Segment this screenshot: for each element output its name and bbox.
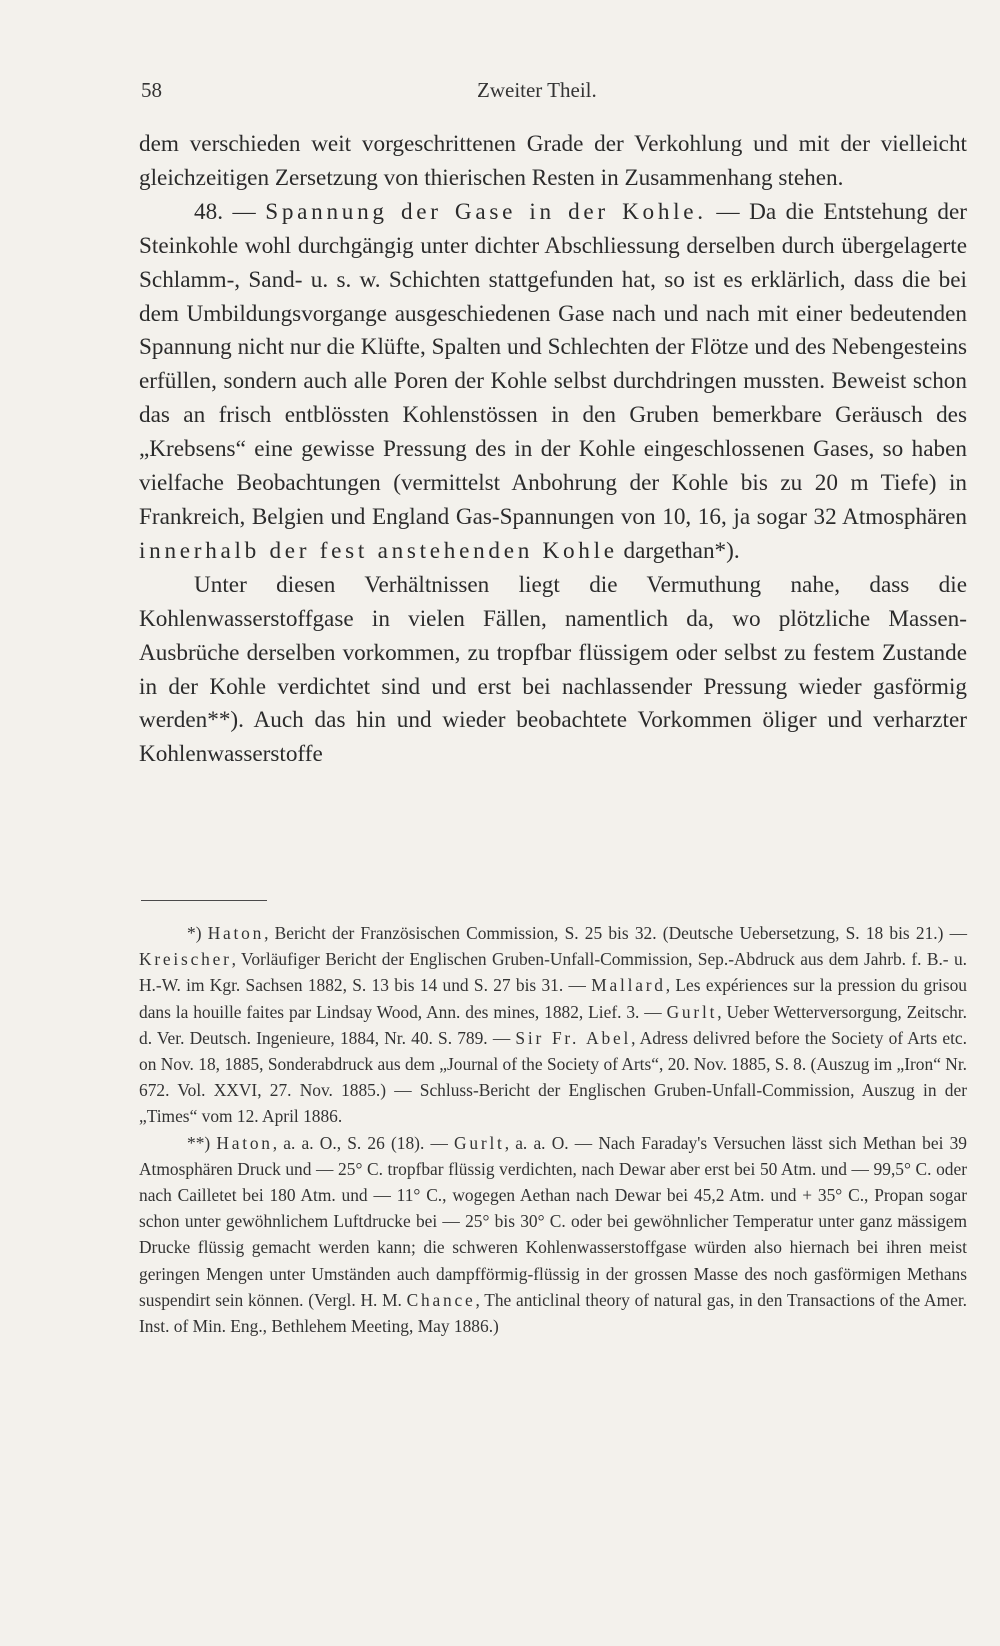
footnote-text: , The anticlinal theory of natural gas, in den Transactions of the Amer. Inst. of Min. Eng., Bethlehem Meeting, May 1886.) xyxy=(139,1289,967,1337)
running-title: Zweiter Theil. xyxy=(477,78,597,102)
paragraph-section-48 xyxy=(139,196,967,569)
footnote-text: , Ueber Wetterversorgung, Zeitschr. d. Ver. Deutsch. Ingenieure, 1884, Nr. 40. S. 789. — xyxy=(139,1001,967,1048)
footnote-text: , a. a. O., S. 26 (18). — xyxy=(272,1132,455,1153)
paragraph: Unter diesen Verhältnissen liegt die Vermuthung nahe, dass die Kohlenwasserstoffgase in vielen Fällen, namentlich da, wo plötzliche Massen-Ausbrüche derselben vorkommen, zu tropfbar flüssigem oder selbst zu festem Zustande in der Kohle verdichtet sind und erst bei nachlassender Pressung wieder gasförmig werden**). Auch das hin und wieder beobachtete Vorkommen öliger und verharzter Kohlenwasserstoffe xyxy=(139,571,967,768)
author-name: Kreischer xyxy=(139,949,232,970)
author-name: Sir Fr. Abel xyxy=(515,1027,632,1048)
author-name: Chance xyxy=(406,1289,476,1310)
author-name: Haton xyxy=(216,1132,273,1153)
footnote-mark: *) xyxy=(187,923,208,943)
paragraph-text-end: dargethan*). xyxy=(617,537,740,564)
footnote-text: , Les expériences sur la pression du grisou dans la houille faites par Lindsay Wood, Ann. des mines, 1882, Lief. 3. — xyxy=(139,975,967,1022)
footnote-text: , a. a. O. — Nach Faraday's Versuchen lässt sich Methan bei 39 Atmosphären Druck und — 25° C. tropfbar flüssig verdichten, nach Dewar aber erst bei 50 Atm. und — 99,5° C. oder nach Cailletet bei 180 Atm. und — 11° C., wogegen Aethan nach Dewar bei 45,2 Atm. und + 35° C., Propan sogar schon unter gewöhnlichem Luftdrucke bei — 25° bis 30° C. oder bei gewöhnlicher Temperatur unter ganz mässigem Drucke flüssig gemacht werden kann; die schweren Kohlenwasserstoffgase würden also hiernach bei ihren meist geringen Mengen unter Umständen auch dampfförmig-flüssig in der grossen Masse des noch gasförmigen Methans suspendirt sein können. (Vergl. H. M. xyxy=(139,1132,967,1310)
footnote-mark: **) xyxy=(187,1132,217,1153)
footnote-text: , Bericht der Französischen Commission, S. 25 bis 32. (Deutsche Uebersetzung, S. 18 bis 21.) — xyxy=(264,923,967,943)
footnotes xyxy=(139,920,967,1339)
section-heading: Spannung der Gase in der Kohle. xyxy=(265,198,707,225)
footnote-1 xyxy=(139,920,967,1130)
section-number: 48. — xyxy=(194,198,266,225)
main-text xyxy=(139,128,967,772)
page-number: 58 xyxy=(141,78,162,102)
author-name: Gurlt xyxy=(666,1001,718,1022)
footnote-text: , Adress delivred before the Society of Arts etc. on Nov. 18, 1885, Sonderabdruck aus dem „Journal of the Society of Arts“, 20. Nov. 1885, S. 8. (Auszug im „Iron“ Nr. 672. Vol. XXVI, 27. Nov. 1885.) — Schluss-Bericht der Englischen Gruben-Unfall-Commission, Auszug in der „Times“ vom 12. April 1886. xyxy=(139,1027,968,1127)
author-name: Haton xyxy=(207,923,265,943)
footnote-text: , Vorläufiger Bericht der Englischen Gruben-Unfall-Commission, Sep.-Abdruck aus dem Jahrb. f. B.- u. H.-W. im Kgr. Sachsen 1882, S. 13 bis 14 und S. 27 bis 31. — xyxy=(139,949,967,996)
footnote-2 xyxy=(139,1130,967,1340)
footnote-rule xyxy=(141,900,267,901)
emphasized-phrase: innerhalb der fest anstehenden Kohle xyxy=(139,537,618,564)
paragraph-continued: dem verschieden weit vorgeschrittenen Grade der Verkohlung und mit der vielleicht gleichzeitigen Zersetzung von thierischen Resten in Zusammenhang stehen. xyxy=(139,131,967,191)
author-name: Mallard xyxy=(591,975,666,996)
author-name: Gurlt xyxy=(454,1132,505,1153)
paragraph-text: — Da die Entstehung der Steinkohle wohl durchgängig unter dichter Abschliessung derselben durch übergelagerte Schlamm-, Sand- u. s. w. Schichten stattgefunden hat, so ist es erklärlich, dass die bei dem Umbildungsvorgange ausgeschiedenen Gase nach und nach mit einer bedeutenden Spannung nicht nur die Klüfte, Spalten und Schlechten der Flötze und des Nebengesteins erfüllen, sondern auch alle Poren der Kohle selbst durchdringen mussten. Beweist schon das an frisch entblössten Kohlenstössen in den Gruben bemerkbare Geräusch des „Krebsens“ eine gewisse Pressung des in der Kohle eingeschlossenen Gases, so haben vielfache Beobachtungen (vermittelst Anbohrung der Kohle bis zu 20 m Tiefe) in Frankreich, Belgien und England Gas-Spannungen von 10, 16, ja sogar 32 Atmosphären xyxy=(139,198,968,530)
